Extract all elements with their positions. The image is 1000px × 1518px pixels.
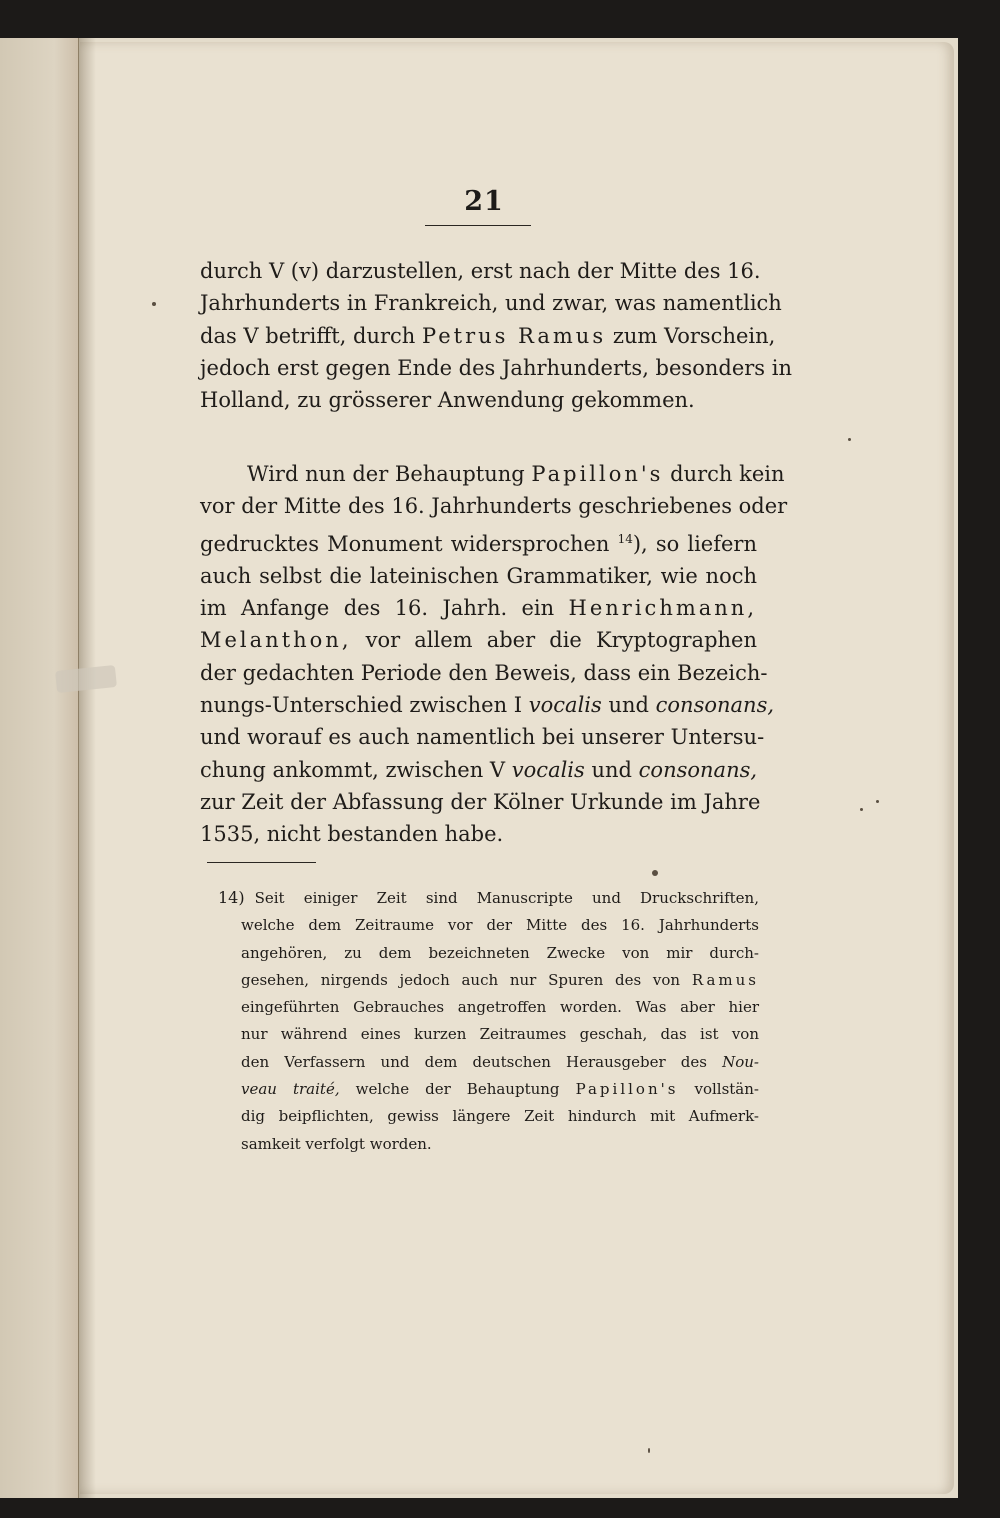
name-melanthon: Melanthon, (200, 628, 352, 653)
footnote-line: dig beipflichten, gewiss längere Zeit hindurch mit Aufmerk- (241, 1107, 759, 1126)
footnote-line (218, 967, 759, 994)
text-span: Wird nun der Behauptung (247, 462, 525, 486)
text-span: welche der Behauptung (355, 1080, 560, 1099)
page-number: 21 (464, 186, 504, 217)
text-span: durch kein (670, 462, 785, 486)
text-line (200, 320, 776, 352)
name-henrichmann: Henrichmann, (568, 596, 757, 621)
text-span: den Verfassern und dem deutschen Herausgeber des (241, 1052, 707, 1071)
footnote-line (218, 884, 759, 912)
speck (860, 808, 863, 811)
text-span: und (608, 693, 649, 718)
name-ramus: Ramus (691, 970, 759, 989)
footnote-line: eingeführten Gebrauches angetroffen worden. Was aber hier (241, 998, 759, 1017)
footnote-14 (218, 884, 759, 1158)
text-line: Holland, zu grösserer Anwendung gekommen. (200, 388, 695, 413)
footnote-line (218, 1076, 759, 1103)
footnote-line: welche dem Zeitraume vor der Mitte des 16. Jahrhunderts (241, 916, 759, 935)
text-span: Seit einiger Zeit sind Manuscripte und Druckschriften, (254, 889, 759, 907)
italic-term: Nou- (722, 1052, 759, 1071)
name-papillon: Papillon's (531, 462, 664, 486)
italic-term: consonans, (638, 757, 758, 782)
speck (876, 800, 879, 803)
speck (648, 1448, 650, 1453)
footnote-line (218, 1049, 759, 1076)
text-span: gedrucktes Monument widersprochen (200, 531, 610, 556)
text-span: vor allem aber die Kryptographen (365, 628, 757, 653)
text-span: nungs-Unterschied zwischen I (200, 693, 523, 718)
text-span: im Anfange des 16. Jahrh. ein (200, 596, 555, 621)
text-line (200, 689, 775, 721)
text-line: zur Zeit der Abfassung der Kölner Urkunde im Jahre (200, 789, 761, 814)
text-span: vollstän- (694, 1080, 759, 1099)
italic-term: consonans, (655, 693, 775, 718)
text-span: ), so liefern (632, 531, 757, 556)
text-line (200, 592, 757, 624)
footnote-line: samkeit verfolgt worden. (241, 1134, 432, 1153)
text-span: zum Vorschein, (612, 323, 776, 348)
page-number-rule (425, 225, 531, 226)
speck (848, 438, 851, 441)
speck (652, 870, 658, 876)
speck (152, 302, 156, 306)
footnote-line: nur während eines kurzen Zeitraumes geschah, das ist von (241, 1025, 759, 1044)
text-span: chung ankommt, zwischen V (200, 757, 506, 782)
italic-term: veau traité, (241, 1080, 340, 1099)
text-line: vor der Mitte des 16. Jahrhunderts geschriebenes oder (200, 494, 788, 519)
text-span: gesehen, nirgends jedoch auch nur Spuren des von (241, 970, 681, 989)
text-span: das V betrifft, durch (200, 323, 416, 348)
text-line (200, 523, 757, 560)
paragraph-1 (200, 255, 792, 416)
text-line: der gedachten Periode den Beweis, dass ein Bezeich- (200, 660, 768, 685)
text-line: jedoch erst gegen Ende des Jahrhunderts, besonders in (200, 355, 792, 380)
italic-term: vocalis (528, 693, 602, 718)
text-line: Jahrhunderts in Frankreich, und zwar, was namentlich (200, 291, 782, 316)
text-line (200, 754, 757, 786)
paragraph-2 (200, 458, 788, 851)
left-page-edge (0, 38, 79, 1498)
gutter-shadow (78, 38, 96, 1498)
text-line: 1535, nicht bestanden habe. (200, 822, 504, 847)
name-petrus-ramus: Petrus Ramus (422, 323, 607, 348)
text-line: und worauf es auch namentlich bei unserer Untersu- (200, 725, 765, 750)
name-papillon: Papillon's (575, 1080, 679, 1099)
footnote-reference: 14 (617, 531, 633, 546)
footnote-marker: 14) (218, 888, 245, 907)
text-line (200, 624, 757, 656)
text-line (200, 458, 785, 490)
text-line: auch selbst die lateinischen Grammatiker, wie noch (200, 563, 757, 588)
text-span: und (591, 757, 632, 782)
text-line: durch V (v) darzustellen, erst nach der Mitte des 16. (200, 259, 761, 283)
italic-term: vocalis (511, 757, 585, 782)
footnote-separator (207, 862, 316, 863)
footnote-line: angehören, zu dem bezeichneten Zwecke von mir durch- (241, 943, 759, 962)
